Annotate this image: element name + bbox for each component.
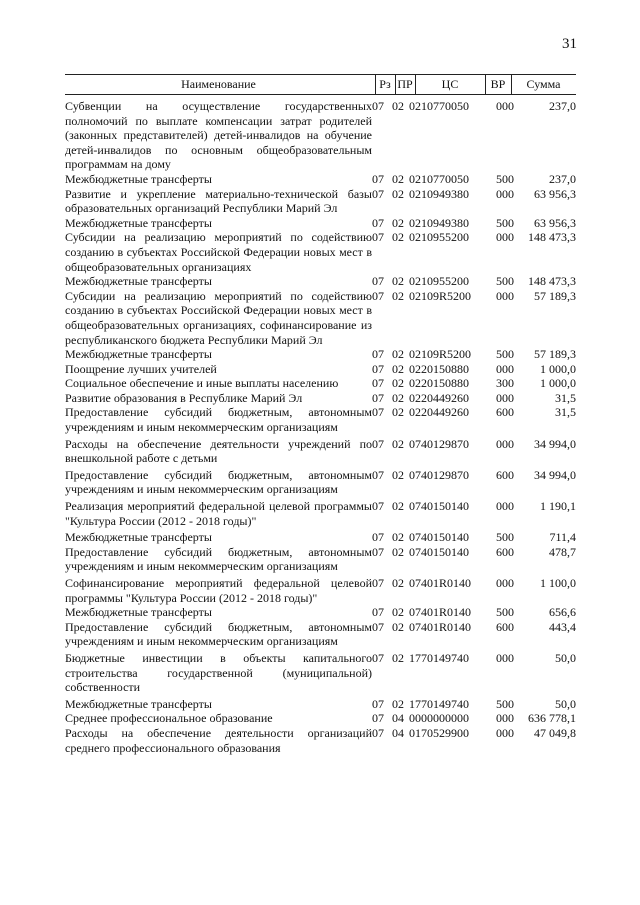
row-rz: 07 [372, 186, 384, 201]
row-vr: 500 [496, 347, 514, 362]
row-vr: 500 [496, 696, 514, 711]
row-rz: 07 [372, 619, 384, 634]
row-pr: 02 [392, 467, 404, 482]
row-rz: 07 [372, 215, 384, 230]
row-vr: 600 [496, 467, 514, 482]
table-row [65, 605, 576, 620]
row-vr: 300 [496, 376, 514, 391]
row-rz: 07 [372, 711, 384, 726]
table-row [65, 99, 576, 172]
row-pr: 02 [392, 576, 404, 590]
row-pr: 02 [392, 544, 404, 559]
row-sum: 656,6 [549, 605, 576, 620]
row-sum: 50,0 [555, 696, 576, 711]
row-vr: 500 [496, 274, 514, 289]
table-row [65, 437, 576, 466]
row-pr: 02 [392, 619, 404, 634]
row-cs: 02109R5200 [409, 347, 472, 362]
row-vr: 600 [496, 405, 514, 420]
row-rz: 07 [372, 171, 384, 186]
row-name: Межбюджетные трансферты [65, 605, 212, 620]
row-rz: 07 [372, 405, 384, 420]
row-sum: 711,4 [549, 530, 576, 545]
row-name: Среднее профессиональное образование [65, 711, 273, 726]
row-name: Межбюджетные трансферты [65, 215, 212, 230]
row-pr: 02 [392, 361, 404, 376]
row-sum: 1 100,0 [540, 576, 576, 590]
row-vr: 500 [496, 605, 514, 620]
row-name: Софинансирование мероприятий федеральной целевой программы "Культура России (2012 - 2018 годы)" [65, 576, 372, 605]
header-vr: ВР [490, 77, 506, 91]
row-pr: 02 [392, 230, 404, 245]
row-rz: 07 [372, 347, 384, 362]
row-vr: 000 [496, 99, 514, 113]
table-header [65, 74, 576, 95]
row-pr: 02 [392, 186, 404, 201]
table-row [65, 468, 576, 497]
table-row [65, 499, 576, 528]
row-sum: 478,7 [549, 544, 576, 559]
row-pr: 02 [392, 405, 404, 420]
row-cs: 0210770050 [409, 171, 469, 186]
row-sum: 57 189,3 [534, 347, 576, 362]
row-pr: 02 [392, 215, 404, 230]
row-name: Субсидии на реализацию мероприятий по содействию созданию в субъектах Российской Федерации новых мест в общеобразовательных организациях [65, 230, 372, 274]
row-cs: 0210770050 [409, 99, 469, 113]
row-name: Предоставление субсидий бюджетным, автономным учреждениям и иным некоммерческим организациям [65, 467, 372, 497]
row-sum: 57 189,3 [534, 288, 576, 303]
row-cs: 0210949380 [409, 215, 469, 230]
row-rz: 07 [372, 725, 384, 740]
row-rz: 07 [372, 696, 384, 711]
row-rz: 07 [372, 650, 384, 665]
table-row [65, 576, 576, 605]
row-pr: 02 [392, 696, 404, 711]
row-cs: 1770149740 [409, 696, 469, 711]
row-cs: 0210955200 [409, 230, 469, 245]
table-row [65, 651, 576, 695]
row-vr: 000 [496, 186, 514, 201]
header-rz: Рз [379, 77, 391, 91]
row-cs: 0210949380 [409, 186, 469, 201]
row-cs: 07401R0140 [409, 576, 472, 590]
row-rz: 07 [372, 467, 384, 482]
row-pr: 02 [392, 650, 404, 665]
row-pr: 04 [392, 725, 404, 740]
row-vr: 500 [496, 215, 514, 230]
row-sum: 1 000,0 [540, 361, 576, 376]
row-sum: 31,5 [555, 390, 576, 405]
row-rz: 07 [372, 230, 384, 245]
row-cs: 0220150880 [409, 376, 469, 391]
table-row [65, 391, 576, 406]
row-name: Межбюджетные трансферты [65, 274, 212, 289]
row-name: Предоставление субсидий бюджетным, автономным учреждениям и иным некоммерческим организациям [65, 619, 372, 649]
row-vr: 500 [496, 171, 514, 186]
table-row [65, 711, 576, 726]
row-cs: 07401R0140 [409, 619, 472, 634]
row-name: Предоставление субсидий бюджетным, автономным учреждениям и иным некоммерческим организациям [65, 405, 372, 435]
table-row [65, 347, 576, 362]
row-vr: 500 [496, 530, 514, 545]
table-row [65, 216, 576, 231]
row-pr: 02 [392, 499, 404, 514]
table-body [65, 99, 576, 755]
row-name: Социальное обеспечение и иные выплаты населению [65, 376, 339, 391]
row-pr: 02 [392, 436, 404, 451]
row-sum: 50,0 [555, 650, 576, 665]
row-cs: 0740150140 [409, 499, 469, 514]
row-cs: 1770149740 [409, 650, 469, 665]
row-name: Развитие образования в Республике Марий Эл [65, 390, 303, 405]
row-vr: 600 [496, 619, 514, 634]
header-sum: Сумма [526, 77, 561, 91]
row-sum: 1 190,1 [540, 499, 576, 514]
row-sum: 34 994,0 [534, 467, 576, 482]
row-cs: 0000000000 [409, 711, 469, 726]
row-vr: 000 [496, 288, 514, 303]
row-cs: 0220449260 [409, 405, 469, 420]
row-rz: 07 [372, 576, 384, 590]
table-row [65, 620, 576, 649]
table-row [65, 697, 576, 712]
row-rz: 07 [372, 544, 384, 559]
row-cs: 0740129870 [409, 467, 469, 482]
row-sum: 443,4 [549, 619, 576, 634]
row-cs: 0740129870 [409, 436, 469, 451]
row-rz: 07 [372, 436, 384, 451]
row-name: Субсидии на реализацию мероприятий по содействию созданию в субъектах Российской Федерации новых мест в общеобразовательных организациях, софинансирование из республиканского бюджета Республики Марий Эл [65, 288, 372, 347]
row-cs: 0220449260 [409, 390, 469, 405]
row-rz: 07 [372, 390, 384, 405]
row-name: Реализация мероприятий федеральной целевой программы "Культура России (2012 - 2018 годы)" [65, 499, 372, 528]
row-pr: 02 [392, 347, 404, 362]
row-vr: 000 [496, 230, 514, 245]
table-row [65, 362, 576, 377]
row-vr: 000 [496, 361, 514, 376]
row-cs: 0210955200 [409, 274, 469, 289]
row-pr: 04 [392, 711, 404, 726]
row-name: Развитие и укрепление материально-технической базы образовательных организаций Республики Марий Эл [65, 186, 372, 216]
table-row [65, 172, 576, 187]
table-row [65, 530, 576, 545]
table-row [65, 230, 576, 274]
page-number: 31 [562, 36, 577, 52]
table-row [65, 405, 576, 434]
header-name: Наименование [181, 77, 256, 91]
row-cs: 0170529900 [409, 725, 469, 740]
row-sum: 237,0 [549, 99, 576, 113]
row-name: Межбюджетные трансферты [65, 171, 212, 186]
row-pr: 02 [392, 288, 404, 303]
table-row [65, 289, 576, 347]
row-vr: 000 [496, 390, 514, 405]
row-sum: 34 994,0 [534, 436, 576, 451]
row-name: Субвенции на осуществление государственных полномочий по выплате компенсации затрат родителей (законных представителей) детей-инвалидов на обучение детей-инвалидов по основным общеобразовательным программам на дому [65, 99, 372, 172]
row-sum: 47 049,8 [534, 725, 576, 740]
table-row [65, 545, 576, 574]
row-vr: 000 [496, 576, 514, 590]
row-sum: 63 956,3 [534, 186, 576, 201]
row-sum: 148 473,3 [528, 274, 576, 289]
row-vr: 600 [496, 544, 514, 559]
row-rz: 07 [372, 361, 384, 376]
row-name: Предоставление субсидий бюджетным, автономным учреждениям и иным некоммерческим организациям [65, 544, 372, 574]
row-vr: 000 [496, 711, 514, 726]
row-rz: 07 [372, 99, 384, 113]
row-rz: 07 [372, 530, 384, 545]
row-vr: 000 [496, 499, 514, 514]
row-rz: 07 [372, 288, 384, 303]
row-rz: 07 [372, 605, 384, 620]
header-cs: ЦС [441, 77, 459, 91]
row-name: Расходы на обеспечение деятельности организаций среднего профессионального образования [65, 725, 372, 755]
row-sum: 31,5 [555, 405, 576, 420]
row-name: Межбюджетные трансферты [65, 347, 212, 362]
row-vr: 000 [496, 725, 514, 740]
row-sum: 237,0 [549, 171, 576, 186]
table-row [65, 376, 576, 391]
row-vr: 000 [496, 436, 514, 451]
row-name: Бюджетные инвестиции в объекты капитального строительства государственной (муниципальной) собственности [65, 650, 372, 695]
row-pr: 02 [392, 390, 404, 405]
row-pr: 02 [392, 530, 404, 545]
row-sum: 636 778,1 [528, 711, 576, 726]
row-rz: 07 [372, 499, 384, 514]
row-sum: 63 956,3 [534, 215, 576, 230]
header-pr: ПР [397, 77, 413, 91]
row-cs: 07401R0140 [409, 605, 472, 620]
table-row [65, 274, 576, 289]
row-rz: 07 [372, 274, 384, 289]
row-cs: 02109R5200 [409, 288, 472, 303]
row-name: Межбюджетные трансферты [65, 530, 212, 545]
row-pr: 02 [392, 605, 404, 620]
row-cs: 0220150880 [409, 361, 469, 376]
row-pr: 02 [392, 376, 404, 391]
row-vr: 000 [496, 650, 514, 665]
row-sum: 148 473,3 [528, 230, 576, 245]
row-rz: 07 [372, 376, 384, 391]
row-cs: 0740150140 [409, 544, 469, 559]
row-pr: 02 [392, 171, 404, 186]
row-name: Расходы на обеспечение деятельности учреждений по внешкольной работе с детьми [65, 436, 372, 466]
row-pr: 02 [392, 99, 404, 113]
row-sum: 1 000,0 [540, 376, 576, 391]
row-cs: 0740150140 [409, 530, 469, 545]
table-row [65, 726, 576, 755]
table-row [65, 187, 576, 216]
row-name: Межбюджетные трансферты [65, 696, 212, 711]
row-name: Поощрение лучших учителей [65, 361, 217, 376]
row-pr: 02 [392, 274, 404, 289]
